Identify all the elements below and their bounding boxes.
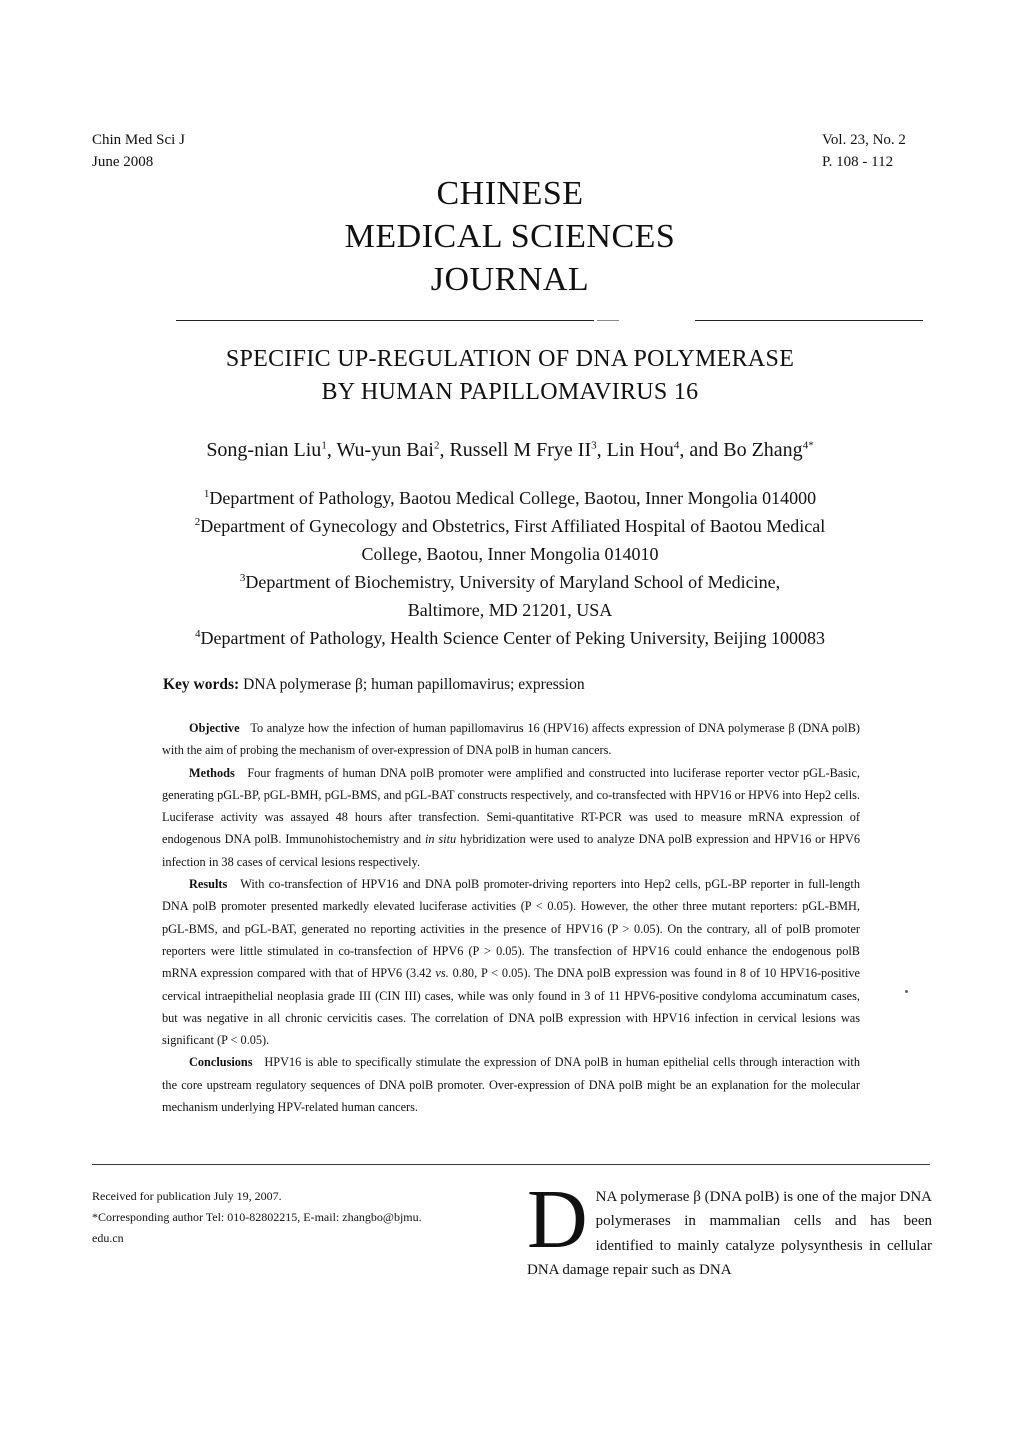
author-name: Bo Zhang <box>723 439 803 461</box>
author-affiliation-mark: 2 <box>433 439 440 452</box>
author-separator: , and <box>679 439 724 461</box>
scan-speck <box>905 990 908 993</box>
results-text: With co-transfection of HPV16 and DNA polB promoter-driving reporters into Hep2 cells, pGL-BP reporter in full-length DNA polB promoter presented markedly elevated luciferase activities (P < 0.05). However, the other three mutant reporters: pGL-BMH, pGL-BMS, and pGL-BAT, generated no reporting activities in the presence of HPV16 (P > 0.05). On the contrary, all of polB promoter reporters were little stimulated in co-transfection of HPV6 (P > 0.05). The transfection of HPV16 could enhance the endogenous polB mRNA expression compared with that of HPV6 (3.42 <box>162 877 860 981</box>
author-name: Lin Hou <box>606 439 674 461</box>
affiliation-text: Department of Pathology, Health Science Center of Peking University, Beijing 100083 <box>200 628 826 648</box>
body-paragraph: NA polymerase β (DNA polB) is one of the major DNA polymerases in mammalian cells and has been identified to mainly catalyze polysynthesis in cellular DNA damage repair such as DNA <box>527 1189 932 1278</box>
author-separator: , <box>326 439 337 461</box>
masthead-rule-left <box>176 320 594 321</box>
abstract-objective <box>162 717 860 762</box>
author-name: Russell M Frye II <box>449 439 592 461</box>
journal-masthead <box>0 172 1020 301</box>
abstract-methods <box>162 762 860 873</box>
page-range: P. 108 - 112 <box>822 154 894 170</box>
received-date: Received for publication July 19, 2007. <box>92 1189 282 1203</box>
journal-name-line-2: MEDICAL SCIENCES <box>344 218 676 255</box>
affiliation-list <box>120 484 900 652</box>
results-label: Results <box>189 877 228 892</box>
abstract-separator-rule <box>92 1164 930 1165</box>
body-text <box>527 1173 932 1282</box>
keywords <box>163 674 585 696</box>
author-separator: , <box>596 439 607 461</box>
article-title-line-1: SPECIFIC UP-REGULATION OF DNA POLYMERASE <box>225 346 795 372</box>
methods-italic: in situ <box>424 832 457 847</box>
author-name: Song-nian Liu <box>206 439 322 461</box>
affiliation-text: Department of Gynecology and Obstetrics, First Affiliated Hospital of Baotou Medical <box>200 516 826 536</box>
objective-text: To analyze how the infection of human papillomavirus 16 (HPV16) affects expression of DNA polymerase β (DNA polB) with the aim of probing the mechanism of over-expression of DNA polB in human cancers. <box>162 721 860 758</box>
affiliation-mark: 1 <box>203 488 210 500</box>
author-affiliation-mark: 3 <box>591 439 597 452</box>
affiliation-mark: 2 <box>194 516 201 528</box>
corresponding-author: *Corresponding author Tel: 010-82802215, E-mail: zhangbo@bjmu. <box>92 1210 422 1224</box>
author-affiliation-mark: 1 <box>321 439 327 452</box>
conclusions-text: HPV16 is able to specifically stimulate the expression of DNA polB in human epithelial cells through interaction with the core upstream regulatory sequences of DNA polB promoter. Over-expression of DNA polB might be an explanation for the molecular mechanism underlying HPV-related human cancers. <box>162 1055 860 1115</box>
masthead-rule-right <box>695 320 923 321</box>
affiliation-3-cont: Baltimore, MD 21201, USA <box>407 600 613 620</box>
author-name: Wu-yun Bai <box>336 439 434 461</box>
affiliation-2 <box>120 512 900 540</box>
abstract-conclusions <box>162 1051 860 1118</box>
affiliation-1 <box>120 484 900 512</box>
objective-label: Objective <box>189 721 240 735</box>
journal-abbreviation: Chin Med Sci J <box>92 132 185 148</box>
keywords-text: DNA polymerase β; human papillomavirus; expression <box>243 676 585 693</box>
affiliation-3 <box>120 568 900 596</box>
affiliation-2-cont: College, Baotou, Inner Mongolia 014010 <box>361 544 659 564</box>
volume-number: Vol. 23, No. 2 <box>822 132 906 148</box>
drop-cap: D <box>527 1173 588 1266</box>
results-vs: vs. <box>435 966 449 981</box>
author-list <box>0 437 1020 463</box>
footnote <box>92 1186 497 1249</box>
affiliation-mark: 3 <box>239 572 246 584</box>
affiliation-mark: 4 <box>194 628 201 640</box>
conclusions-label: Conclusions <box>189 1055 253 1070</box>
article-title <box>0 343 1020 409</box>
running-header-left <box>92 129 185 173</box>
journal-name-line-1: CHINESE <box>436 175 584 212</box>
abstract-results <box>162 873 860 1051</box>
running-header-right <box>822 129 922 173</box>
affiliation-text: Department of Pathology, Baotou Medical College, Baotou, Inner Mongolia 014000 <box>209 488 817 508</box>
methods-label: Methods <box>189 765 235 780</box>
article-title-line-2: BY HUMAN PAPILLOMAVIRUS 16 <box>321 379 699 405</box>
affiliation-4 <box>120 624 900 652</box>
results-text-cont: 0.80, P < 0.05). The DNA polB expression was found in 8 of 10 HPV16-positive cervical intraepithelial neoplasia grade III (CIN III) cases, while was only found in 3 of 11 HPV6-positive condyloma accuminatum cases, but was negative in all chronic cervicitis cases. The correlation of DNA polB expression with HPV16 infection in cervical lesions was significant (P < 0.05). <box>162 966 860 1048</box>
abstract <box>162 717 860 1118</box>
affiliation-text: Department of Biochemistry, University of Maryland School of Medicine, <box>245 572 781 592</box>
methods-text: Four fragments of human DNA polB promoter were amplified and constructed into luciferase reporter vector pGL-Basic, generating pGL-BP, pGL-BMH, pGL-BMS, and pGL-BAT constructs respectively, and co-transfected with HPV16 or HPV6 into Hep2 cells. Luciferase activity was assayed 48 hours after transfection. Semi-quantitative RT-PCR was used to measure mRNA expression of endogenous DNA polB. Immunohistochemistry and <box>162 765 860 847</box>
journal-name-line-3: JOURNAL <box>430 261 590 298</box>
issue-date: June 2008 <box>92 154 154 170</box>
author-affiliation-mark: 4 <box>673 439 680 452</box>
corresponding-author-cont: edu.cn <box>92 1231 124 1245</box>
author-affiliation-mark: 4* <box>802 439 814 452</box>
methods-text-cont: hybridization were used to analyze DNA polB expression and HPV16 or HPV6 infection in 38 cases of cervical lesions respectively. <box>162 832 861 869</box>
keywords-label: Key words: <box>163 676 240 693</box>
masthead-rule-gap <box>597 320 619 321</box>
author-separator: , <box>439 439 450 461</box>
